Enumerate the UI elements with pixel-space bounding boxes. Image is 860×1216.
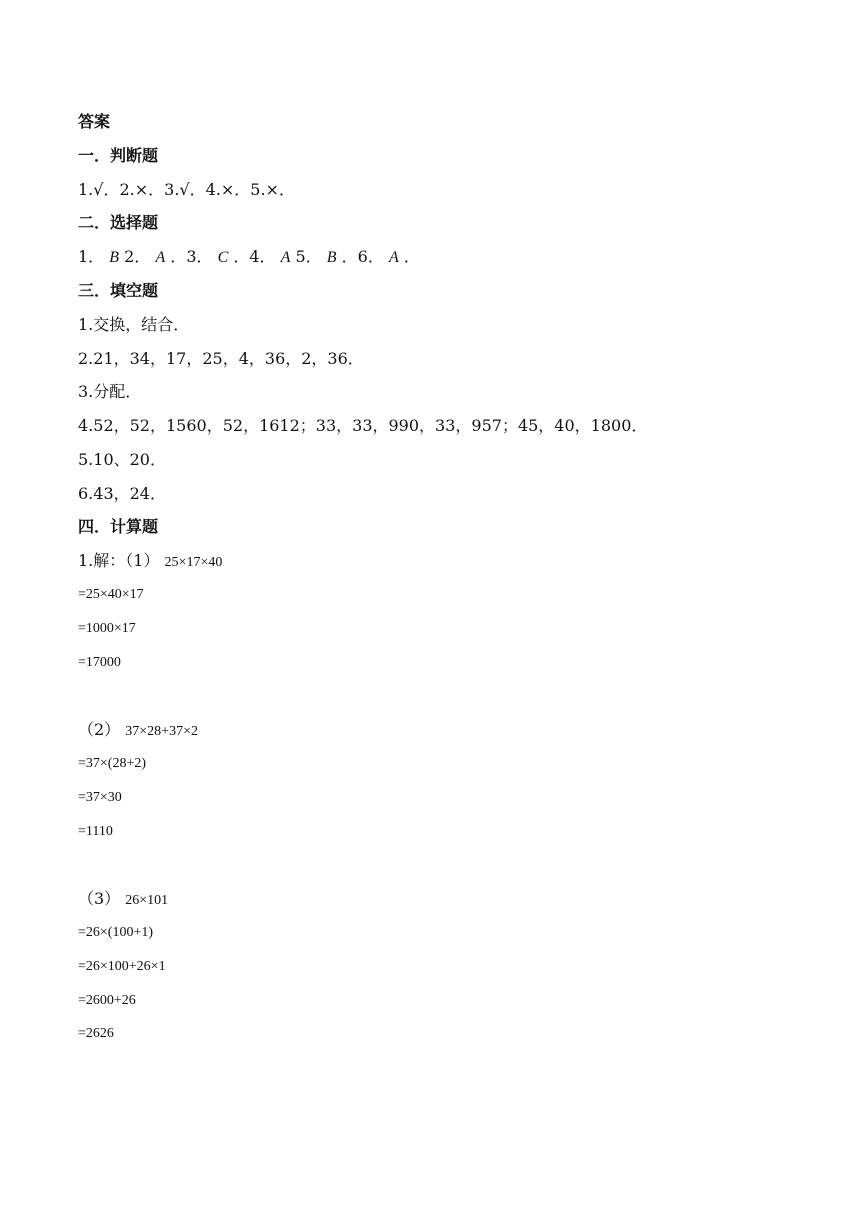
calc-step: =17000	[78, 655, 121, 670]
choice-num: ．3．	[170, 247, 213, 266]
calc-problem-1	[78, 551, 222, 573]
choice-letter: B	[326, 249, 337, 266]
problem-expression: 37×28+37×2	[125, 724, 198, 739]
calc-step: =1000×17	[78, 621, 136, 636]
problem-prefix: （2）	[78, 720, 121, 739]
choice-letter: A	[388, 249, 399, 266]
fill-answer-line: 6.43，24．	[78, 484, 166, 503]
problem-prefix: （3）	[78, 889, 121, 908]
fill-answer-line: 3.分配．	[78, 382, 142, 401]
section-judge-heading: 一．判断题	[78, 146, 159, 165]
calc-step: =25×40×17	[78, 587, 144, 602]
choice-letter: B	[109, 249, 120, 266]
calc-step: =26×100+26×1	[78, 959, 166, 974]
choice-num: ．6．	[341, 247, 384, 266]
calc-problem-3	[78, 889, 168, 911]
fill-answer-line: 2.21，34，17，25，4，36，2，36．	[78, 349, 364, 368]
calc-step: =2626	[78, 1026, 114, 1041]
section-calc-heading: 四．计算题	[78, 517, 159, 536]
fill-answer-line: 4.52，52，1560，52，1612；33，33，990，33，957；45，40，1800．	[78, 416, 648, 435]
choice-letter: A	[155, 249, 166, 266]
judge-answers: 1.√．2.×．3.√．4.×．5.×．	[78, 180, 295, 199]
calc-step: =37×30	[78, 790, 122, 805]
calc-problem-2	[78, 720, 198, 742]
calc-step: =2600+26	[78, 993, 136, 1008]
choice-num: ．4．	[233, 247, 276, 266]
choice-num: 5．	[295, 247, 322, 266]
section-fill-heading: 三．填空题	[78, 281, 159, 300]
choice-letter: C	[217, 249, 229, 266]
fill-answer-line: 1.交换，结合．	[78, 315, 190, 334]
problem-prefix: 1.解：（1）	[78, 551, 160, 570]
choice-num: 2．	[124, 247, 151, 266]
document-title: 答案	[78, 112, 111, 131]
choice-answers	[78, 247, 420, 268]
problem-expression: 25×17×40	[164, 555, 223, 570]
choice-letter: A	[280, 249, 291, 266]
fill-answer-line: 5.10、20．	[78, 450, 166, 469]
calc-step: =1110	[78, 824, 113, 839]
choice-num: 1．	[78, 247, 105, 266]
choice-end: ．	[403, 247, 420, 266]
calc-step: =26×(100+1)	[78, 925, 154, 940]
section-choice-heading: 二．选择题	[78, 213, 159, 232]
problem-expression: 26×101	[125, 893, 169, 908]
calc-step: =37×(28+2)	[78, 756, 147, 771]
